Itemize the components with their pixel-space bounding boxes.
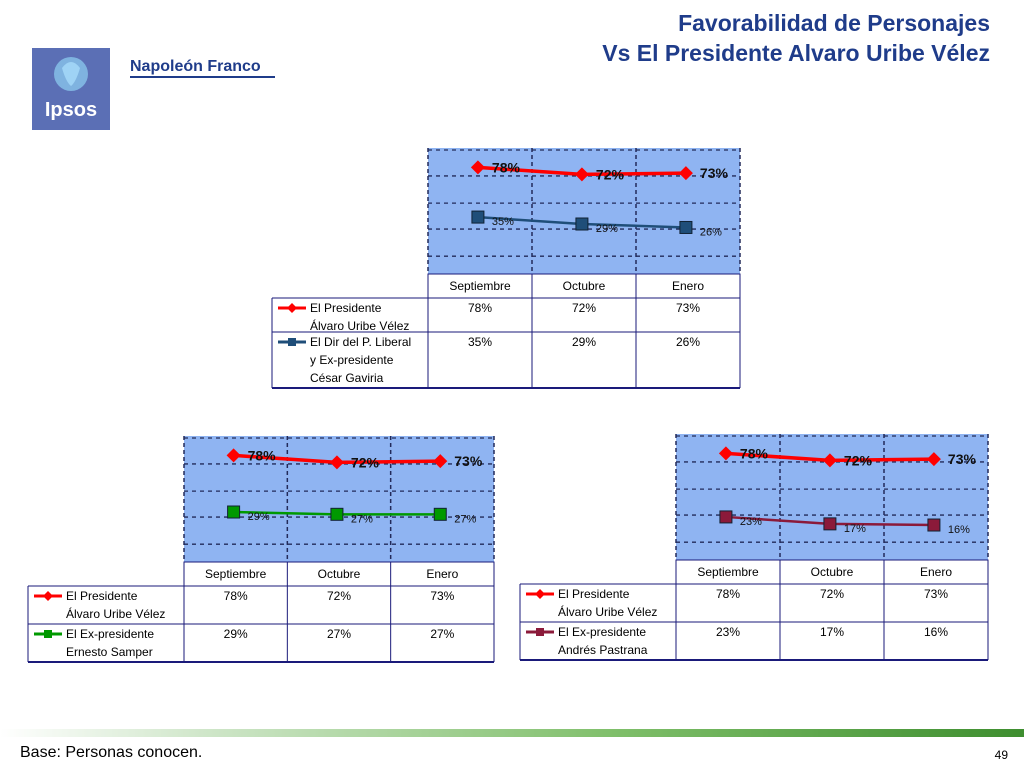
legend-label: El Presidente — [66, 589, 138, 603]
data-point — [576, 218, 588, 230]
logo-text: Ipsos — [44, 99, 98, 121]
data-label: 78% — [247, 447, 276, 464]
legend-label: César Gaviria — [310, 371, 384, 385]
data-label: 78% — [739, 445, 768, 462]
data-label: 29% — [595, 223, 618, 236]
table-cell: 73% — [430, 589, 455, 603]
data-point — [472, 211, 484, 223]
data-point — [331, 508, 343, 520]
data-point — [680, 221, 692, 233]
legend-key-marker — [535, 589, 545, 599]
data-label: 29% — [247, 511, 270, 524]
data-label: 16% — [947, 524, 970, 537]
footer-gradient-bar — [0, 729, 1024, 737]
data-label: 26% — [699, 226, 722, 239]
data-point — [928, 519, 940, 531]
legend-key-marker — [43, 591, 53, 601]
category-label: Enero — [919, 565, 953, 579]
ipsos-logo — [32, 48, 110, 130]
legend-label: El Ex-presidente — [558, 625, 647, 639]
data-label: 72% — [843, 452, 872, 469]
category-label: Octubre — [562, 279, 606, 293]
table-cell: 78% — [715, 587, 741, 601]
table-cell: 26% — [675, 335, 701, 349]
category-label: Septiembre — [449, 279, 511, 293]
table-cell: 72% — [819, 587, 845, 601]
page-title — [602, 8, 990, 68]
table-cell: 16% — [923, 625, 949, 639]
category-label: Octubre — [810, 565, 854, 579]
data-label: 72% — [595, 166, 624, 183]
data-label: 73% — [947, 451, 976, 468]
data-label: 35% — [491, 216, 514, 229]
table-cell: 72% — [571, 301, 597, 315]
table-cell: 73% — [923, 587, 949, 601]
legend-label: Álvaro Uribe Vélez — [558, 605, 658, 619]
legend-key-marker — [44, 630, 52, 638]
data-point — [824, 518, 836, 530]
data-label: 73% — [454, 453, 483, 470]
brand-underline — [130, 76, 275, 78]
category-label: Septiembre — [697, 565, 759, 579]
table-cell: 17% — [819, 625, 845, 639]
chart-samper — [26, 434, 496, 692]
table-cell: 73% — [675, 301, 701, 315]
legend-label: Álvaro Uribe Vélez — [66, 607, 166, 621]
table-cell: 27% — [326, 627, 352, 641]
brand-name: Napoleón Franco — [130, 58, 261, 75]
data-label: 23% — [739, 515, 762, 528]
title-line-2: Vs El Presidente Alvaro Uribe Vélez — [602, 40, 990, 66]
legend-label: El Presidente — [558, 587, 630, 601]
data-label: 78% — [491, 159, 520, 176]
legend-label: El Dir del P. Liberal — [310, 335, 412, 349]
table-cell: 72% — [326, 589, 352, 603]
table-cell: 29% — [223, 627, 248, 641]
legend-label: El Presidente — [310, 301, 382, 315]
data-label: 17% — [843, 522, 866, 535]
chart-pastrana — [518, 432, 990, 690]
table-cell: 27% — [430, 627, 455, 641]
data-label: 27% — [350, 513, 373, 526]
legend-label: Ernesto Samper — [66, 645, 153, 659]
data-label: 27% — [454, 513, 477, 526]
title-line-1: Favorabilidad de Personajes — [678, 10, 990, 36]
table-cell: 78% — [467, 301, 493, 315]
category-label: Enero — [671, 279, 705, 293]
legend-key-marker — [288, 338, 296, 346]
table-cell: 23% — [715, 625, 741, 639]
page-number: 49 — [994, 748, 1008, 762]
footnote: Base: Personas conocen. — [20, 744, 203, 761]
table-cell: 29% — [571, 335, 597, 349]
data-point — [228, 506, 240, 518]
chart-gaviria — [270, 146, 742, 404]
legend-key-marker — [536, 628, 544, 636]
legend-key-marker — [287, 303, 297, 313]
legend-label: y Ex-presidente — [310, 353, 394, 367]
category-label: Octubre — [317, 567, 361, 581]
legend-label: El Ex-presidente — [66, 627, 155, 641]
table-cell: 78% — [223, 589, 248, 603]
data-label: 73% — [699, 165, 728, 182]
legend-label: Álvaro Uribe Vélez — [310, 319, 410, 333]
data-point — [720, 511, 732, 523]
category-label: Septiembre — [204, 567, 267, 581]
category-label: Enero — [426, 567, 459, 581]
data-point — [434, 508, 446, 520]
data-label: 72% — [350, 454, 379, 471]
table-cell: 35% — [467, 335, 493, 349]
legend-label: Andrés Pastrana — [558, 643, 648, 657]
